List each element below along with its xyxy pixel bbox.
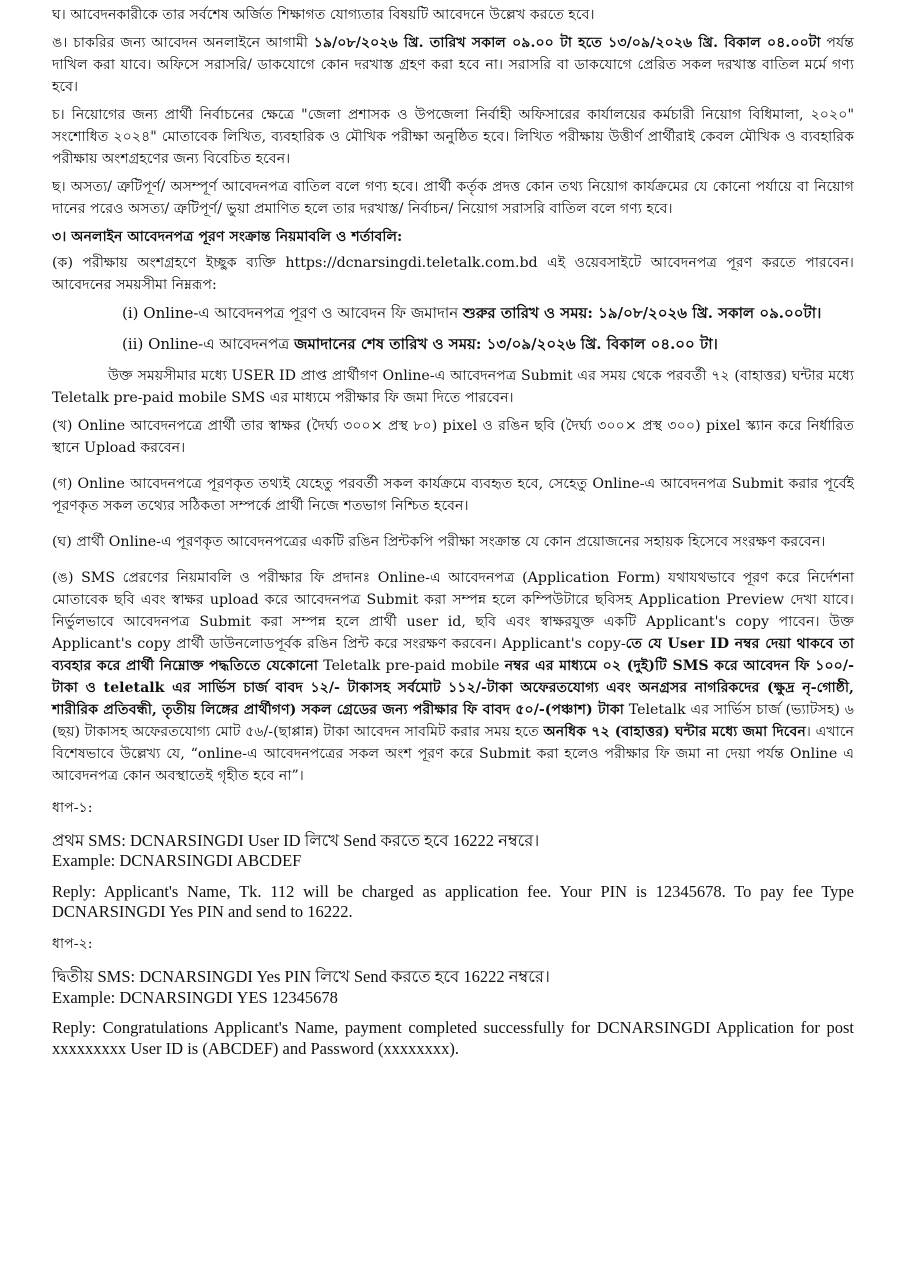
step-2-sms: দ্বিতীয় SMS: DCNARSINGDI Yes PIN লিখে Send করতে হবে 16222 নম্বরে। <box>52 967 550 986</box>
clause-uma <box>52 32 854 98</box>
uma-part-e: Teletalk এর সার্ভিস চার্জ (ভ্যাটসহ) ৬ (ছয়) টাকাসহ অফেরতযোগ্য মোট ৫৬/-(ছাপ্পান্ন) টাকা আবেদন সাবমিট করার সময় হতে <box>52 701 854 740</box>
step-1-reply: Reply: Applicant's Name, Tk. 112 will be charged as application fee. Your PIN is 12345678. To pay fee Type DCNARSINGDI Yes PIN and send to 16222. <box>52 881 854 922</box>
uma-part-b: তে যে User ID নম্বর দেয়া থাকবে তা ব্যবহার করে প্রার্থী নিম্নোক্ত পদ্ধতিতে যেকোনো <box>52 635 854 674</box>
timeline-start <box>122 302 854 325</box>
section-3-kha: (খ) Online আবেদনপত্রে প্রার্থী তার স্বাক্ষর (দৈর্ঘ্য ৩০০× প্রস্থ ৮০) pixel ও রঙিন ছবি (দৈর্ঘ্য ৩০০× প্রস্থ ৩০০) pixel স্ক্যান করে নির্ধারিত স্থানে Upload করবেন। <box>52 417 854 456</box>
step-2-reply: Reply: Congratulations Applicant's Name, payment completed successfully for DCNARSINGDI Application for post xxxxxxxxx User ID is (ABCDEF) and Password (xxxxxxxx). <box>52 1018 854 1058</box>
section-3-ukto: উক্ত সময়সীমার মধ্যে USER ID প্রাপ্ত প্রার্থীগণ Online-এ আবেদনপত্র Submit এর সময় থেকে পরবর্তী ৭২ (বাহাত্তর) ঘন্টার মধ্যে Teletalk pre-paid mobile SMS এর মাধ্যমে পরীক্ষার ফি জমা দিতে পারবেন। <box>52 367 854 406</box>
section-3-heading: ৩। অনলাইন আবেদনপত্র পূরণ সংক্রান্ত নিয়মাবলি ও শর্তাবলি: <box>52 229 403 245</box>
application-timeline <box>122 302 854 357</box>
timeline-start-label: (i) Online-এ আবেদনপত্র পূরণ ও আবেদন ফি জমাদান <box>122 304 463 322</box>
step-1-label: ধাপ-১: <box>52 799 93 816</box>
section-3-ga: (গ) Online আবেদনপত্রে পূরণকৃত তথ্যই যেহেতু পরবর্তী সকল কার্যক্রমে ব্যবহৃত হবে, সেহেতু Online-এ আবেদনপত্র Submit করার পূর্বেই পূরণকৃত সকল তথ্যের সঠিকতা সম্পর্কে প্রার্থী নিজে শতভাগ নিশ্চিত হবেন। <box>52 475 854 514</box>
uma-part-f: অনধিক ৭২ (বাহাত্তর) ঘন্টার মধ্যে জমা দিবেন <box>543 723 806 740</box>
timeline-start-date: শুরুর তারিখ ও সময়: ১৯/০৮/২০২৬ খ্রি. সকাল ০৯.০০টা। <box>462 304 822 322</box>
clause-uma-pre: ঙ। চাকরির জন্য আবেদন অনলাইনে আগামী <box>52 35 314 51</box>
uma-part-d: নম্বর এর মাধ্যমে ০২ (দুই)টি SMS করে আবেদন ফি ১০০/- টাকা ও teletalk এর সার্ভিস চার্জ বাবদ ১২/- টাকাসহ সর্বমোট ১১২/-টাকা অফেরতযোগ্য এবং অনগ্রসর নাগরিকদের (ক্ষুদ্র নৃ-গোষ্ঠী, শারীরিক প্রতিবন্ধী, তৃতীয় লিঙ্গের প্রার্থীগণ) সকল গ্রেডের জন্য পরীক্ষার ফি বাবদ ৫০/-(পঞ্চাশ) টাকা <box>52 657 854 718</box>
step-2-example: Example: DCNARSINGDI YES 12345678 <box>52 987 338 1007</box>
timeline-end <box>122 333 854 356</box>
clause-uma-dates: ১৯/০৮/২০২৬ খ্রি. তারিখ সকাল ০৯.০০ টা হতে ১৩/০৯/২০২৬ খ্রি. বিকাল ০৪.০০টা <box>313 35 821 51</box>
step-1-example: Example: DCNARSINGDI ABCDEF <box>52 851 302 871</box>
uma-part-a: (ঙ) SMS প্রেরণের নিয়মাবলি ও পরীক্ষার ফি প্রদানঃ Online-এ আবেদনপত্র (Application Form) যথাযথভাবে পূরণ করে নির্দেশনা মোতাবেক ছবি এবং স্বাক্ষর upload করে আবেদনপত্র Submit করা সম্পন্ন হলে কম্পিউটারে ছবিসহ Application Preview দেখা যাবে। নির্ভুলভাবে আবেদনপত্র Submit করা সম্পন্ন হলে প্রার্থী user id, ছবি এবং স্বাক্ষরযুক্ত একটি Applicant's copy পাবেন। উক্ত Applicant's copy প্রার্থী ডাউনলোডপূর্বক রঙিন প্রিন্ট করে সংরক্ষণ করবেন। Applicant's copy- <box>52 569 855 652</box>
clause-chha: ছ। অসত্য/ ত্রুটিপূর্ণ/ অসম্পূর্ণ আবেদনপত্র বাতিল বলে গণ্য হবে। প্রার্থী কর্তৃক প্রদত্ত কোন তথ্য নিয়োগ কার্যক্রমের যে কোনো পর্যায়ে বা নিয়োগ দানের পরেও অসত্য/ ত্রুটিপূর্ণ/ ভুয়া প্রমাণিত হলে তার দরখাস্ত/ নির্বাচন/ নিয়োগ সরাসরি বাতিল বলে গণ্য হবে। <box>52 179 854 217</box>
uma-part-g: । এখানে বিশেষভাবে উল্লেখ্য যে, “online-এ আবেদনপত্রের সকল অংশ পূরণ করে Submit করা হলেও পরীক্ষার ফি জমা না দেয়া পর্যন্ত Online এ আবেদনপত্র কোন অবস্থাতেই গৃহীত হবে না”। <box>52 723 854 784</box>
timeline-end-label: (ii) Online-এ আবেদনপত্র <box>122 335 295 354</box>
section-3-uma <box>52 567 854 787</box>
step-2-label: ধাপ-২: <box>52 936 93 952</box>
section-3-ka: (ক) পরীক্ষায় অংশগ্রহণে ইচ্ছুক ব্যক্তি https://dcnarsingdi.teletalk.com.bd এই ওয়েবসাইটে আবেদনপত্র পূরণ করতে পারবেন। আবেদনের সময়সীমা নিম্নরূপ: <box>52 255 854 293</box>
clause-cha: চ। নিয়োগের জন্য প্রার্থী নির্বাচনের ক্ষেত্রে "জেলা প্রশাসক ও উপজেলা নির্বাহী অফিসারের কার্যালয়ের কর্মচারী নিয়োগ বিধিমালা, ২০২০" সংশোধিত ২০২৪" মোতাবেক লিখিত, ব্যবহারিক ও মৌখিক পরীক্ষা অনুষ্ঠিত হবে। লিখিত পরীক্ষায় উত্তীর্ণ প্রার্থীরাই কেবল মৌখিক ও ব্যবহারিক পরীক্ষায় অংশগ্রহণের জন্য বিবেচিত হবেন। <box>52 107 854 167</box>
section-3-gha: (ঘ) প্রার্থী Online-এ পূরণকৃত আবেদনপত্রের একটি রঙিন প্রিন্টকপি পরীক্ষা সংক্রান্ত যে কোন প্রয়োজনের সহায়ক হিসেবে সংরক্ষণ করবেন। <box>52 533 826 550</box>
timeline-end-date: জমাদানের শেষ তারিখ ও সময়: ১৩/০৯/২০২৬ খ্রি. বিকাল ০৪.০০ টা। <box>294 335 718 354</box>
uma-part-c: Teletalk pre-paid mobile <box>318 657 505 674</box>
clause-uma-post: পর্যন্ত দাখিল করা যাবে। অফিসে সরাসরি/ ডাকযোগে কোন দরখাস্ত গ্রহণ করা হবে না। সরাসরি বা ডাকযোগে প্রেরিত সকল দরখাস্ত বাতিল মর্মে গণ্য হবে। <box>52 35 855 95</box>
clause-gha: ঘ। আবেদনকারীকে তার সর্বশেষ অর্জিত শিক্ষাগত যোগ্যতার বিষয়টি আবেদনে উল্লেখ করতে হবে। <box>52 7 595 23</box>
step-1-sms: প্রথম SMS: DCNARSINGDI User ID লিখে Send করতে হবে 16222 নম্বরে। <box>52 830 540 850</box>
